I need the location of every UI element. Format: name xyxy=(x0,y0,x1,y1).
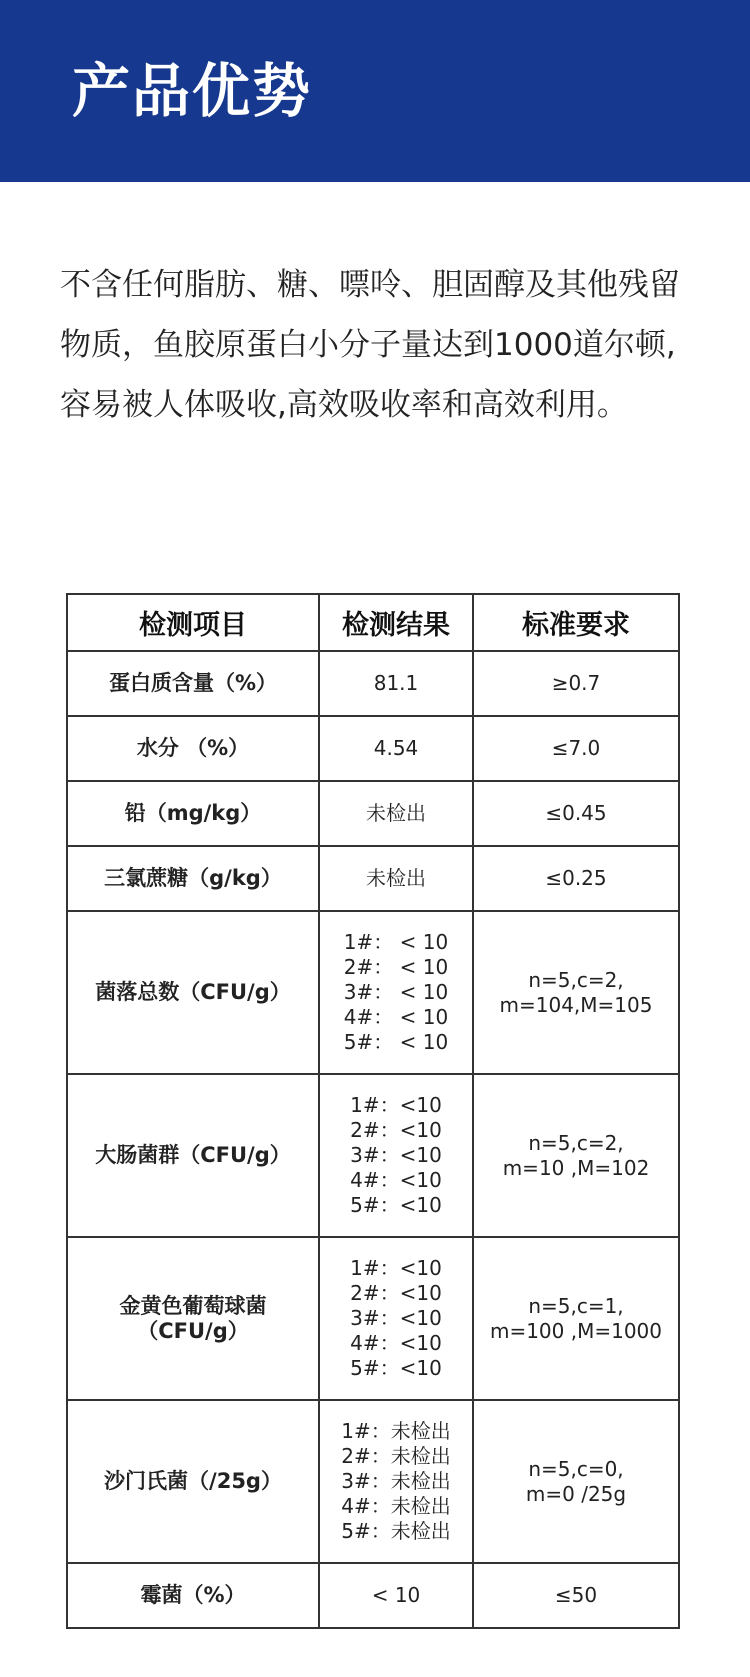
item-label: 水分 （%） xyxy=(136,736,250,760)
standard-cell xyxy=(473,1074,679,1237)
result-line: 4#：<10 xyxy=(350,1331,442,1355)
result-value: 81.1 xyxy=(373,671,419,695)
column-header-result: 检测结果 xyxy=(319,594,473,651)
standard-lines xyxy=(490,1294,662,1344)
standard-line: m=0 /25g xyxy=(525,1481,627,1506)
column-header-item: 检测项目 xyxy=(67,594,319,651)
standard-lines xyxy=(503,1131,650,1181)
item-label: 沙门氏菌（/25g） xyxy=(104,1469,282,1493)
standard-line: m=104,M=105 xyxy=(499,992,653,1017)
standard-line: n=5,c=2, xyxy=(528,1130,624,1155)
result-line: 3#：未检出 xyxy=(341,1469,451,1493)
result-line: 2#：<10 xyxy=(350,1281,442,1305)
table-header-row xyxy=(67,594,679,651)
result-cell xyxy=(319,1237,473,1400)
result-line: 2#： < 10 xyxy=(343,955,449,979)
test-results-table xyxy=(66,593,680,1629)
result-lines xyxy=(350,1256,442,1381)
result-line: 3#： < 10 xyxy=(343,980,449,1004)
standard-cell xyxy=(473,716,679,781)
result-lines xyxy=(341,1419,450,1544)
item-cell xyxy=(67,781,319,846)
item-cell xyxy=(67,1400,319,1563)
standard-cell xyxy=(473,1237,679,1400)
result-value: < 10 xyxy=(371,1583,421,1607)
header-banner xyxy=(0,0,750,182)
table-row xyxy=(67,1400,679,1563)
standard-value: ≥0.7 xyxy=(551,671,601,695)
item-label-lines xyxy=(68,1294,318,1344)
item-cell xyxy=(67,1237,319,1400)
standard-value: ≤0.45 xyxy=(545,801,607,825)
standard-cell xyxy=(473,1563,679,1628)
item-label: 霉菌（%） xyxy=(140,1583,246,1607)
table-row xyxy=(67,846,679,911)
result-cell xyxy=(319,911,473,1074)
table-row xyxy=(67,781,679,846)
table-row xyxy=(67,1563,679,1628)
result-line: 5#：未检出 xyxy=(341,1519,451,1543)
result-line: 5#： < 10 xyxy=(343,1030,449,1054)
standard-line: n=5,c=1, xyxy=(528,1293,624,1318)
item-label: （CFU/g） xyxy=(137,1318,249,1343)
item-cell xyxy=(67,846,319,911)
result-line: 5#：<10 xyxy=(350,1193,442,1217)
result-line: 5#：<10 xyxy=(350,1356,442,1380)
standard-cell xyxy=(473,781,679,846)
standard-cell xyxy=(473,1400,679,1563)
result-value: 未检出 xyxy=(366,866,426,890)
result-lines xyxy=(350,1093,442,1218)
item-label: 菌落总数（CFU/g） xyxy=(95,980,291,1004)
item-label: 金黄色葡萄球菌 xyxy=(119,1293,267,1318)
result-line: 2#：<10 xyxy=(350,1118,442,1142)
result-value: 未检出 xyxy=(366,801,426,825)
result-line: 1#：<10 xyxy=(350,1093,442,1117)
result-line: 4#：<10 xyxy=(350,1168,442,1192)
standard-value: ≤0.25 xyxy=(545,866,607,890)
table-row xyxy=(67,716,679,781)
table-row xyxy=(67,1074,679,1237)
result-line: 1#： < 10 xyxy=(343,930,449,954)
standard-value: ≤50 xyxy=(554,1583,598,1607)
result-line: 3#：<10 xyxy=(350,1143,442,1167)
standard-cell xyxy=(473,846,679,911)
column-header-standard: 标准要求 xyxy=(473,594,679,651)
result-lines xyxy=(344,930,448,1055)
result-cell xyxy=(319,716,473,781)
item-label: 铅（mg/kg） xyxy=(124,801,262,825)
table-row xyxy=(67,911,679,1074)
standard-line: n=5,c=0, xyxy=(528,1456,624,1481)
item-cell xyxy=(67,1563,319,1628)
item-cell xyxy=(67,716,319,781)
result-cell xyxy=(319,846,473,911)
standard-cell xyxy=(473,651,679,716)
standard-line: m=10 ,M=102 xyxy=(502,1155,650,1180)
standard-cell xyxy=(473,911,679,1074)
item-cell xyxy=(67,1074,319,1237)
table-row xyxy=(67,651,679,716)
item-label: 蛋白质含量（%） xyxy=(108,671,278,695)
result-line: 1#：未检出 xyxy=(341,1419,451,1443)
page-title: 产品优势 xyxy=(72,57,313,125)
standard-line: m=100 ,M=1000 xyxy=(489,1318,663,1343)
item-label: 大肠菌群（CFU/g） xyxy=(95,1143,291,1167)
item-label: 三氯蔗糖（g/kg） xyxy=(104,866,282,890)
result-cell xyxy=(319,1074,473,1237)
result-cell xyxy=(319,1400,473,1563)
result-line: 4#：未检出 xyxy=(341,1494,451,1518)
result-cell xyxy=(319,781,473,846)
result-line: 3#：<10 xyxy=(350,1306,442,1330)
standard-lines xyxy=(500,968,653,1018)
table-row xyxy=(67,1237,679,1400)
result-cell xyxy=(319,1563,473,1628)
standard-value: ≤7.0 xyxy=(551,736,601,760)
result-line: 1#：<10 xyxy=(350,1256,442,1280)
result-cell xyxy=(319,651,473,716)
result-value: 4.54 xyxy=(373,736,419,760)
result-line: 2#：未检出 xyxy=(341,1444,451,1468)
standard-line: n=5,c=2, xyxy=(528,967,624,992)
item-cell xyxy=(67,911,319,1074)
standard-lines xyxy=(526,1457,626,1507)
item-cell xyxy=(67,651,319,716)
intro-paragraph: 不含任何脂肪、糖、嘌呤、胆固醇及其他残留物质，鱼胶原蛋白小分子量达到1000道尔顿,容易被人体吸收,高效吸收率和高效利用。 xyxy=(60,267,680,423)
result-line: 4#： < 10 xyxy=(343,1005,449,1029)
